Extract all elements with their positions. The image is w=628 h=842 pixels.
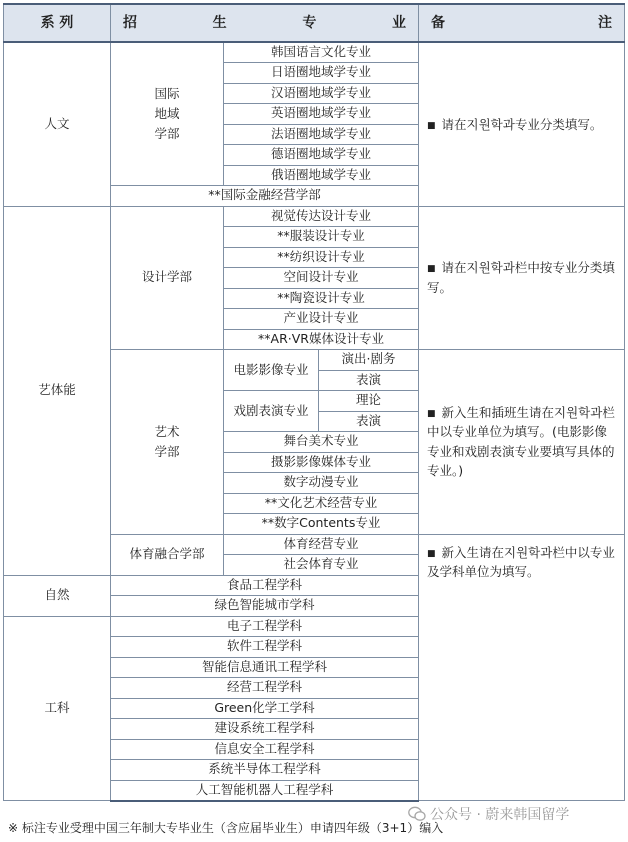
major-cell: 社会体育专业 [224, 555, 419, 576]
series-humanities: 人文 [4, 42, 111, 206]
watermark: 公众号 · 蔚来韩国留学 [408, 804, 569, 824]
bullet-icon: ■ [427, 120, 436, 131]
major-cell: 信息安全工程学科 [111, 739, 419, 760]
major-cell: 摄影影像媒体专业 [224, 452, 419, 473]
college-sports: 体育融合学部 [111, 534, 224, 575]
major-cell: 空间设计专业 [224, 268, 419, 289]
header-series: 系 列 [4, 4, 111, 42]
header-remarks: 备 注 [419, 4, 625, 42]
major-unit-cell: 表演 [319, 370, 419, 391]
major-cell: **纺织设计专业 [224, 247, 419, 268]
major-unit-cell: 演出·剧务 [319, 350, 419, 371]
major-cell: 智能信息通讯工程学科 [111, 657, 419, 678]
major-cell: 日语圈地域学专业 [224, 63, 419, 84]
major-cell: 食品工程学科 [111, 575, 419, 596]
header-major: 招 生 专 业 [111, 4, 419, 42]
major-cell: 人工智能机器人工程学科 [111, 780, 419, 801]
major-film: 电影影像专业 [224, 350, 319, 391]
bullet-icon: ■ [427, 264, 436, 275]
series-engineering: 工科 [4, 616, 111, 801]
major-cell: 体育经营专业 [224, 534, 419, 555]
note-humanities: ■ 请在지원학과专业分类填写。 [419, 42, 625, 206]
major-cell: 法语圈地域学专业 [224, 124, 419, 145]
major-cell: **陶瓷设计专业 [224, 288, 419, 309]
note-art: ■ 新入生和插班生请在지원학과栏中以专业单位为填写。(电影影像专业和戏剧表演专业要填写具体的专业。) [419, 350, 625, 535]
major-cell: 韩国语言文化专业 [224, 42, 419, 63]
major-cell: Green化学工学科 [111, 698, 419, 719]
major-cell: **文化艺术经营专业 [224, 493, 419, 514]
college-design: 设计学部 [111, 206, 224, 350]
major-cell: 舞台美术专业 [224, 432, 419, 453]
major-unit-cell: 理论 [319, 391, 419, 412]
major-cell: 电子工程学科 [111, 616, 419, 637]
note-design: ■ 请在지원학과栏中按专业分类填写。 [419, 206, 625, 350]
major-cell: 俄语圈地域学专业 [224, 165, 419, 186]
major-cell: 视觉传达设计专业 [224, 206, 419, 227]
bullet-icon: ■ [427, 409, 436, 419]
major-cell: 经营工程学科 [111, 678, 419, 699]
major-table [3, 3, 625, 802]
major-cell: 软件工程学科 [111, 637, 419, 658]
major-drama: 戏剧表演专业 [224, 391, 319, 432]
college-intl-area: 国际 地域 学部 [111, 42, 224, 186]
series-arts: 艺体能 [4, 206, 111, 575]
college-art: 艺术 学部 [111, 350, 224, 535]
major-cell: 系统半导体工程学科 [111, 760, 419, 781]
major-unit-cell: 表演 [319, 411, 419, 432]
major-cell: 数字动漫专业 [224, 473, 419, 494]
major-cell: 绿色智能城市学科 [111, 596, 419, 617]
bullet-icon: ■ [427, 548, 436, 559]
major-cell: **服装设计专业 [224, 227, 419, 248]
major-cell: **国际金融经营学部 [111, 186, 419, 207]
major-cell: 英语圈地域学专业 [224, 104, 419, 125]
note-sports: ■ 新入生请在지원학과栏中以专业及学科单位为填写。 [419, 534, 625, 801]
major-cell: **数字Contents专业 [224, 514, 419, 535]
footnote: ※ 标注专业受理中国三年制大专毕业生（含应届毕业生）申请四年级（3+1）编入 [8, 821, 444, 835]
major-cell: 德语圈地域学专业 [224, 145, 419, 166]
series-natural: 自然 [4, 575, 111, 616]
major-cell: 汉语圈地域学专业 [224, 83, 419, 104]
major-cell: **AR·VR媒体设计专业 [224, 329, 419, 350]
major-cell: 产业设计专业 [224, 309, 419, 330]
major-cell: 建设系统工程学科 [111, 719, 419, 740]
